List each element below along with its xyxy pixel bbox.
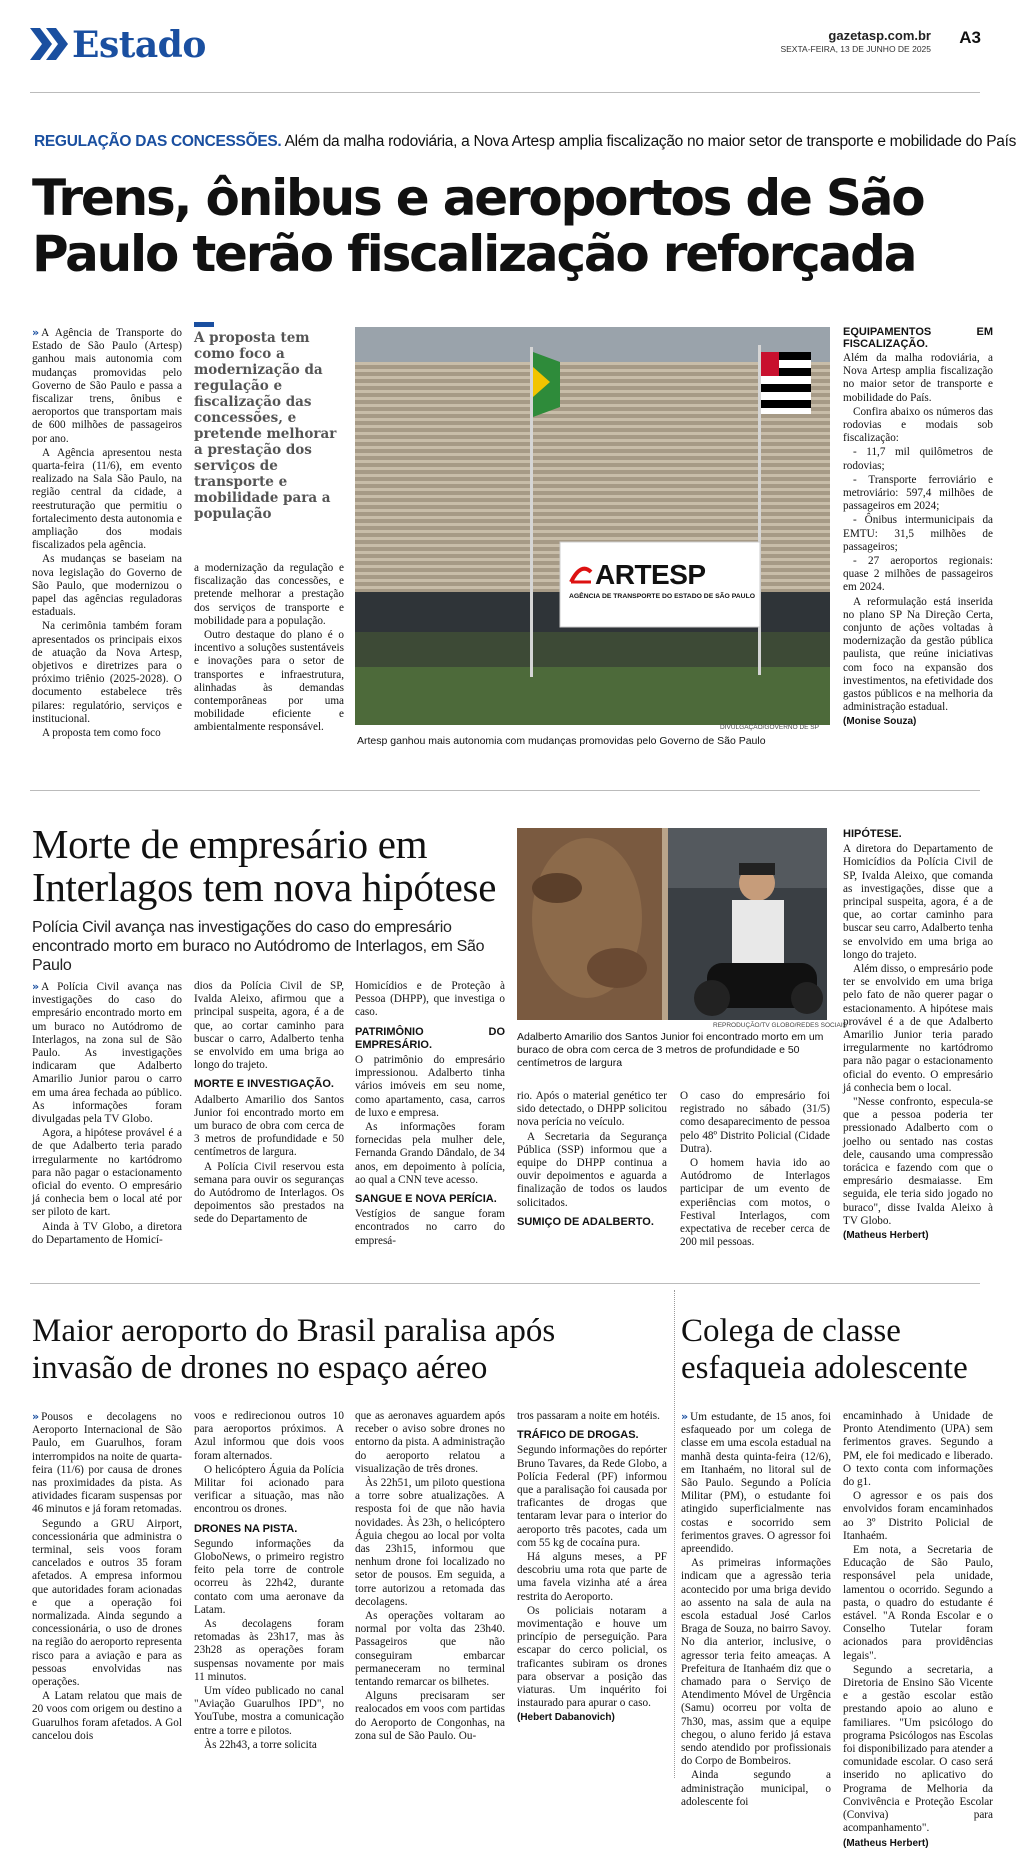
paragraph: Segundo informações da GloboNews, o primeiro registro feito pela torre de controle ocorreu às 22h42, durante contato com uma aeronave da Latam. (194, 1537, 344, 1616)
story1-headline: Trens, ônibus e aeroportos de São Paulo terão fiscalização reforçada (32, 169, 924, 283)
page-number: A3 (959, 28, 981, 47)
paragraph: A Agência apresentou nesta quarta-feira (11/6), em evento realizado na Sala São Paulo, na região central da cidade, a reestruturação que permitiu o fortalecimento desta autonomia e ampliação dos modais fiscalizados pela agência. (32, 446, 182, 552)
pullquote-accent (194, 322, 214, 327)
header-divider (30, 92, 980, 93)
paragraph: A Secretaria da Segurança Pública (SSP) informou que a equipe do DHPP continua a ouvir depoimentos e aguarda a finalização de todos os laudos solicitados. (517, 1130, 667, 1209)
list-item: - 11,7 mil quilômetros de rodovias; (843, 446, 993, 472)
story4-column-2 (843, 1410, 993, 1849)
paragraph: Alguns precisaram ser realocados em voos com partidas do Aeroporto de Congonhas, na zona sul de São Paulo. Ou- (355, 1690, 505, 1742)
paragraph: As decolagens foram retomadas às 23h17, mas às 23h28 as operações foram suspensas novamente por mais 11 minutos. (194, 1618, 344, 1683)
story1-column-2 (194, 562, 344, 734)
artesp-logo-icon (569, 562, 593, 584)
story2-column-2 (194, 980, 344, 1258)
story2-headline: Morte de empresário em Interlagos tem nova hipótese (32, 821, 497, 910)
paragraph: A Latam relatou que mais de 20 voos com origem ou destino a Guarulhos foram afetados. A Gol cancelou dois (32, 1690, 182, 1742)
paragraph: A Polícia Civil reservou esta semana para ouvir os seguranças do Autódromo de Interlagos. Os depoimentos são prestados na sede do Departamento de (194, 1160, 344, 1226)
sidebar-title: EQUIPAMENTOS EM FISCALIZAÇÃO. (843, 326, 993, 350)
paragraph: » Pousos e decolagens no Aeroporto Internacional de São Paulo, em Guarulhos, foram interrompidos na noite de quarta-feira (11/6) por causa de drones nas proximidades da pista. As atividades ficaram suspensas por 46 minutos e já foram retomadas. (32, 1410, 182, 1516)
paragraph: Homicídios e de Proteção à Pessoa (DHPP), que investiga o caso. (355, 980, 505, 1019)
story2-column-3 (355, 980, 505, 1258)
photo-credit: DIVULGAÇÃO/GOVERNO DE SP (720, 724, 819, 731)
paragraph: "Nesse confronto, especula-se que a pessoa poderia ter pressionado Adalberto com o joelho ou sentado nas costas dele, causando uma compressão torácica e fazendo com que o empresário desmaiasse. Em seguida, ele teria sido jogado no buraco", disse Ivalda Aleixo à TV Globo. (843, 1096, 993, 1227)
kicker-text: Além da malha rodoviária, a Nova Artesp amplia fiscalização no maior setor de transporte e mobilidade do País (284, 133, 1016, 150)
paragraph: O homem havia ido ao Autódromo de Interlagos participar de um evento de experiências com motos, o Festival Interlagos, com expectativa de receber cerca de 200 mil pessoas. (680, 1157, 830, 1249)
story3-column-1 (32, 1410, 182, 1770)
building-illustration (355, 327, 830, 725)
paragraph: Agora, a hipótese provável é a de que Adalberto teria parado irregularmente no kartódromo para não pagar o estacionamento oficial do evento. O empresário já conhecia bem o local até por ser piloto de kart. (32, 1127, 182, 1219)
paragraph: Adalberto Amarilio dos Santos Junior foi encontrado morto em um buraco de obra com cerca de 3 metros de profundidade e 50 centímetros de largura. (194, 1093, 344, 1159)
pullquote: A proposta tem como foco a modernização da regulação e fiscalização das concessões, e pretende melhorar a prestação dos serviços de transporte e mobilidade para a população (194, 330, 337, 522)
paragraph: A reformulação está inserida no plano SP Na Direção Certa, conjunto de ações voltadas à modernização da gestão pública paulista, que reúne iniciativas com foco na expansão dos investimentos, na efetividade dos gastos públicos e na melhoria da administração estadual. (843, 595, 993, 714)
story1-column-1 (32, 326, 182, 740)
artesp-building-photo (355, 327, 830, 725)
photo-collage-illustration (517, 828, 827, 1020)
story2-column-4 (517, 1090, 667, 1258)
paragraph: voos e redirecionou outros 10 para aeroportos próximos. A Azul informou que dois voos foram alternados. (194, 1410, 344, 1462)
paragraph: dios da Polícia Civil de SP, Ivalda Aleixo, afirmou que a principal suspeita, agora, é a de que, ao cortar caminho para buscar o carro, Adalberto tenha se envolvido em uma briga ao longo do trajeto. (194, 980, 344, 1072)
story2-dek: Polícia Civil avança nas investigações do caso do empresário encontrado morto em buraco no Autódromo de Interlagos, em São Paulo (32, 919, 485, 974)
paragraph: As mudanças se baseiam na nova legislação do Governo de São Paulo, que modernizou o papel das agências reguladoras estaduais. (32, 553, 182, 619)
chevron-icon: » (681, 1410, 687, 1423)
photo-credit: REPRODUÇÃO/TV GLOBO/REDES SOCIAIS (713, 1022, 847, 1029)
photo-caption: Adalberto Amarilio dos Santos Junior foi encontrado morto em um buraco de obra com cerca de 3 metros de profundidade e 50 centímetros de largura (517, 1031, 824, 1069)
paragraph: Às 22h43, a torre solicita (204, 1738, 317, 1751)
byline: (Hebert Dabanovich) (517, 1712, 615, 1724)
paragraph: rio. Após o material genético ter sido detectado, o DHPP solicitou nova perícia no veículo. (517, 1090, 667, 1129)
paragraph: encaminhado à Unidade de Pronto Atendimento (UPA) sem ferimentos graves. Segundo a PM, ele foi medicado e liberado. O texto conta com informações do g1. (843, 1410, 993, 1489)
story4-column-1 (681, 1410, 831, 1808)
paragraph: Segundo a GRU Airport, concessionária que administra o terminal, seis voos foram cancelados e outros 35 foram afetados. A empresa informou que autoridades foram acionadas e que a operação foi normalizada. Ainda segundo a concessionária, o uso de drones na região do aeroporto representa risco para a aviação e para as pessoas envolvidas nas operações. (32, 1517, 182, 1689)
paragraph: tros passaram a noite em hotéis. (517, 1410, 660, 1422)
photo-caption: Artesp ganhou mais autonomia com mudanças promovidas pelo Governo de São Paulo (357, 735, 766, 747)
story1-sidebar (843, 326, 993, 756)
subhead-morte: MORTE E INVESTIGAÇÃO. (194, 1078, 334, 1091)
subhead-hipotese: HIPÓTESE. (843, 828, 902, 840)
victim-photo (517, 828, 827, 1020)
paragraph: Ainda à TV Globo, a diretora do Departamento de Homicí- (32, 1220, 182, 1246)
paragraph: Em nota, a Secretaria de Educação de São Paulo, responsável pela unidade, lamentou o ocorrido. Segundo a pasta, o quadro do estudante é estável. "A Ronda Escolar e o Conselho Tutelar foram acionados para providências legais". (843, 1544, 993, 1662)
paragraph: Segundo informações do repórter Bruno Tavares, da Rede Globo, a Polícia Federal (PF) informou que a paralisação foi causada por traficantes de drogas que tentaram levar para o interior do aeroporto três pacotes, cada um com 55 kg de cocaína pura. (517, 1444, 667, 1549)
paragraph: a modernização da regulação e fiscalização das concessões, e pretende melhorar a prestação dos serviços de transporte e mobilidade para a população. (194, 562, 344, 627)
paragraph: Ainda segundo a administração municipal, o adolescente foi (681, 1769, 831, 1808)
paragraph: O caso do empresário foi registrado no sábado (31/5) como desaparecimento de pessoa pelo 48º Distrito Policial (Cidade Dutra). (680, 1090, 830, 1155)
chevron-icon: » (32, 326, 38, 339)
edition-date: SEXTA-FEIRA, 13 DE JUNHO DE 2025 (780, 44, 931, 54)
paragraph: Além da malha rodoviária, a Nova Artesp amplia fiscalização no maior setor de transporte e mobilidade do País. (843, 352, 993, 404)
divider (30, 1283, 980, 1284)
paragraph: Os policiais notaram a movimentação e houve um princípio de perseguição. Para escapar do cerco policial, os traficantes subiram os drones para observar a posição das viaturas. Um inquérito foi instaurado para apurar o caso. (517, 1604, 667, 1710)
story3-column-2 (194, 1410, 344, 1770)
subhead-pista: DRONES NA PISTA. (194, 1522, 298, 1535)
photo-sign-subtext: AGÊNCIA DE TRANSPORTE DO ESTADO DE SÃO PAULO (568, 593, 756, 600)
column-divider (674, 1290, 675, 1778)
chevron-icon: » (32, 980, 38, 993)
paragraph: Outro destaque do plano é o incentivo a soluções sustentáveis e inovações para o setor de transportes e infraestrutura, alinhadas às demandas contemporâneas por uma mobilidade eficiente e ambientalmente responsável. (194, 629, 344, 734)
story4-headline: Colega de classe esfaqueia adolescente (681, 1313, 968, 1386)
kicker-label: REGULAÇÃO DAS CONCESSÕES. (34, 133, 282, 150)
story3-column-3 (355, 1410, 505, 1770)
paragraph: Vestígios de sangue foram encontrados no carro do empresá- (355, 1208, 505, 1247)
divider (30, 790, 980, 791)
subhead-patrimonio: PATRIMÔNIO DO EMPRESÁRIO. (355, 1025, 505, 1051)
list-item: - 27 aeroportos regionais: quase 2 milhões de passageiros em 2024. (843, 555, 993, 594)
story3-column-4 (517, 1410, 667, 1770)
paragraph: As informações foram fornecidas pela mulher dele, Fernanda Grando Dândalo, de 34 anos, em depoimento à polícia, ao qual a CNN teve acesso. (355, 1121, 505, 1186)
subhead-sumico: SUMIÇO DE ADALBERTO. (517, 1215, 654, 1228)
paragraph: Segundo a secretaria, a Diretoria de Ensino São Vicente e a gestão escolar estão prestando apoio ao aluno e familiares. "Um psicólogo do programa Psicólogos nas Escolas foi disponibilizado para atender a comunidade escolar. O caso será inserido no aplicativo do Programa de Melhoria da Convivência e Proteção Escolar (Conviva) para acompanhamento". (843, 1663, 993, 1835)
byline: (Monise Souza) (843, 716, 917, 728)
paragraph: Além disso, o empresário pode ter se envolvido em uma briga pelo fato de não querer pagar o estacionamento. A hipótese mais provável é a de que Adalberto Amarilio Junior teria parado irregularmente no kartódromo para não pagar o estacionamento oficial do evento. O empresário já conhecia bem o local. (843, 963, 993, 1094)
paragraph: As operações voltaram ao normal por volta das 23h40. Passageiros que não conseguiram embarcar permaneceram no terminal tentando remarcar os bilhetes. (355, 1610, 505, 1689)
story1-kicker (34, 133, 1016, 151)
paragraph: Na cerimônia também foram apresentados os principais eixos de atuação da Nova Artesp, objetivos e diretrizes para o próximo triênio (2025-2028). O documento estabelece três pilares: regulatório, serviços e institucional. (32, 620, 182, 725)
story2-column-5 (680, 1090, 830, 1258)
paragraph: Um vídeo publicado no canal "Aviação Guarulhos IPD", no YouTube, mostra a comunicação entre a torre e pilotos. (194, 1685, 344, 1737)
paragraph: Às 22h51, um piloto questiona a torre sobre atualizações. A resposta foi de que não havia novidades. Às 23h, o helicóptero Águia chegou ao local por volta das 23h15, informou que nenhum drone foi localizado no setor de pousos. Em seguida, a torre autorizou a retomada das decolagens. (355, 1477, 505, 1608)
chevron-icon: » (32, 1410, 38, 1423)
paragraph: A diretora do Departamento de Homicídios da Polícia Civil de SP, Ivalda Aleixo, que comanda as investigações, disse que a principal suspeita, agora, é a de que, ao cortar caminho para buscar seu carro, Adalberto tenha se envolvido em uma briga ao longo do trajeto. (843, 843, 993, 961)
byline: (Matheus Herbert) (843, 1230, 929, 1242)
paragraph: que as aeronaves aguardem após receber o aviso sobre drones no entorno da pista. A administração do aeroporto relatou a visualização de três drones. (355, 1410, 505, 1475)
list-item: - Ônibus intermunicipais da EMTU: 31,5 milhões de passageiros; (843, 514, 993, 553)
paragraph: » Um estudante, de 15 anos, foi esfaqueado por um colega de classe em uma escola estadual na manhã desta quinta-feira (12/6), em Itanhaém, no litoral sul de São Paulo. Segundo a Polícia Militar (PM), o estudante foi atingido superficialmente nas costas e socorrido sem ferimentos graves. O agressor foi apreendido. (681, 1410, 831, 1556)
paragraph: » A Polícia Civil avança nas investigações do caso do empresário encontrado morto em um buraco no Autódromo de Interlagos, na zona sul de São Paulo. As investigações indicaram que Adalberto Amarilio Junior parou o carro em uma área fechada ao público. As informações foram divulgadas pela TV Globo. (32, 980, 182, 1126)
paragraph: Há alguns meses, a PF descobriu uma rota que parte de uma favela vizinha até a área restrita do Aeroporto. (517, 1551, 667, 1603)
paragraph: O helicóptero Águia da Polícia Militar foi acionado para verificar a situação, mas não encontrou os drones. (194, 1463, 344, 1516)
double-chevron-icon (30, 28, 70, 60)
story2-column-1 (32, 980, 182, 1258)
site-url[interactable]: gazetasp.com.br (828, 28, 931, 43)
paragraph: A proposta tem como foco (42, 727, 161, 740)
section-title: Estado (72, 24, 206, 66)
story3-headline: Maior aeroporto do Brasil paralisa após invasão de drones no espaço aéreo (32, 1313, 556, 1386)
paragraph: As primeiras informações indicam que a agressão teria acontecido por uma briga devido ao assento na sala de aula na escola estadual José Carlos Braga de Souza, no bairro Savoy. No dia anterior, inclusive, o agressor teria feito ameaças. A Prefeitura de Itanhaém diz que o chamado para o Serviço de Atendimento Móvel de Urgência (Samu) ocorreu por volta de 7h30, mas, assim que a equipe chegou, o aluno ferido já estava sendo atendido por profissionais do Corpo de Bombeiros. (681, 1557, 831, 1768)
paragraph: » A Agência de Transporte do Estado de São Paulo (Artesp) ganhou mais autonomia com mudanças promovidas pelo Governo de São Paulo e passa a fiscalizar trens, ônibus e aeroportos que transportam mais de 600 milhões de passageiros por ano. (32, 326, 182, 445)
byline: (Matheus Herbert) (843, 1837, 929, 1849)
list-item: - Transporte ferroviário e metroviário: 597,4 milhões de passageiros em 2024; (843, 473, 993, 513)
paragraph: O patrimônio do empresário impressionou. Adalberto tinha vários imóveis em seu nome, como apartamento, casa, carros de luxo e empresa. (355, 1054, 505, 1119)
subhead-trafico: TRÁFICO DE DROGAS. (517, 1429, 639, 1442)
paragraph: Confira abaixo os números das rodovias e modais sob fiscalização: (843, 405, 993, 445)
subhead-pericia: SANGUE E NOVA PERÍCIA. (355, 1193, 497, 1206)
photo-sign-text: ARTESP (595, 559, 706, 590)
story2-sidebar (843, 828, 993, 1258)
paragraph: O agressor e os pais dos envolvidos foram encaminhados ao 3º Distrito Policial de Itanhaém. (843, 1490, 993, 1542)
